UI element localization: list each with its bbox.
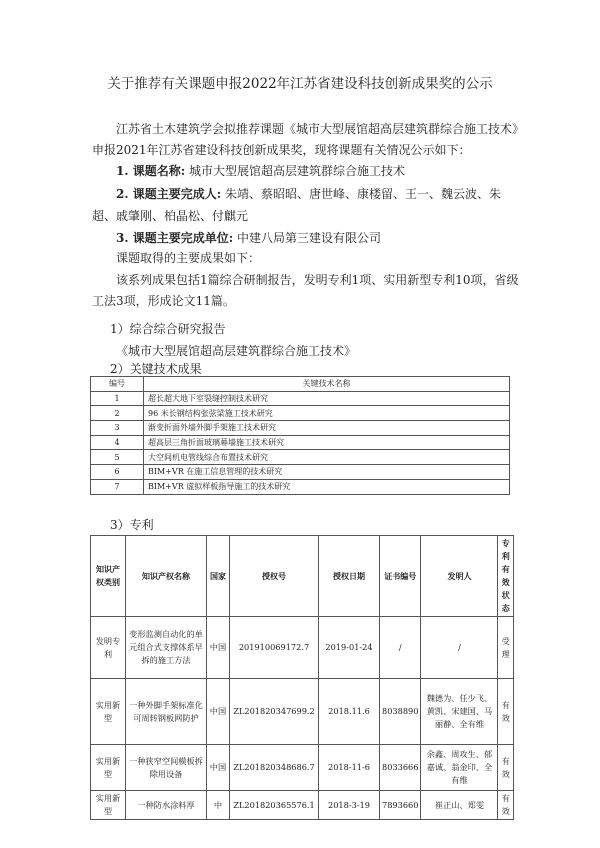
table-row <box>91 745 514 791</box>
table-cell: BIM+VR 在施工信息管理的技术研究 <box>144 465 510 480</box>
table-cell: 有效 <box>498 745 514 791</box>
table-cell: 一种外脚手架标准化可周转钢板网防护 <box>126 679 207 745</box>
table-cell: 余鑫、周攻生、郁嘉诚、翁金印、全有维 <box>421 745 498 791</box>
table-row <box>91 479 510 494</box>
table-cell: 3 <box>91 421 144 436</box>
table-header-cell: 关键技术名称 <box>144 377 510 392</box>
item-main-people-cont: 超、戚肇刚、柏晶松、付麒元 <box>92 209 249 223</box>
table-cell: 实用新型 <box>91 745 126 791</box>
table-cell: 一种防水涂料厚 <box>126 791 207 820</box>
section-key-tech-heading: 2）关键技术成果 <box>110 362 202 376</box>
item-main-unit <box>116 229 381 246</box>
table-cell: 有效 <box>498 791 514 820</box>
table-header-cell: 知识产权名称 <box>126 536 207 617</box>
item-topic-name <box>116 162 405 179</box>
page-title: 关于推荐有关课题申报2022年江苏省建设科技创新成果奖的公示 <box>107 76 493 92</box>
table-row <box>91 617 514 679</box>
table-header-cell: 授权日期 <box>319 536 380 617</box>
table-cell: 201910069172.7 <box>230 617 319 679</box>
item-topic-name-value: 城市大型展馆超高层建筑群综合施工技术 <box>188 164 405 178</box>
table-cell: ZL201820365576.1 <box>230 791 319 820</box>
table-cell: 96 米长钢结构张弦梁施工技术研究 <box>144 406 510 421</box>
intro-paragraph-cont: 申报2021年江苏省建设科技创新成果奖，现将课题有关情况公示如下： <box>92 143 471 157</box>
key-tech-table <box>90 376 510 495</box>
table-cell: 2 <box>91 406 144 421</box>
table-cell: 4 <box>91 435 144 450</box>
results-summary: 该系列成果包括1篇综合研制报告，发明专利1项、实用新型专利10项，省级 <box>116 273 519 287</box>
item-main-unit-label: 3. 课题主要完成单位: <box>116 231 234 245</box>
table-cell: 发明专利 <box>91 617 126 679</box>
table-cell: 渐变折面外墙外脚手架施工技术研究 <box>144 421 510 436</box>
table-cell: 超高层三角折面玻璃幕墙施工技术研究 <box>144 435 510 450</box>
table-row <box>91 391 510 406</box>
table-cell: 中国 <box>207 745 230 791</box>
section-report-heading: 1）综合综合研究报告 <box>110 322 226 336</box>
table-cell: 7 <box>91 479 144 494</box>
table-cell: 2019-01-24 <box>319 617 380 679</box>
item-main-people-value: 朱靖、蔡昭昭、唐世峰、康楼留、王一、魏云波、朱 <box>224 187 501 201</box>
section-patent-heading: 3）专利 <box>110 518 154 532</box>
table-header-cell: 编号 <box>91 377 144 392</box>
table-row <box>91 406 510 421</box>
table-cell: / <box>380 617 421 679</box>
table-row <box>91 450 510 465</box>
table-cell: 实用新型 <box>91 791 126 820</box>
table-cell: 超长超大地下室裂缝控制技术研究 <box>144 391 510 406</box>
section-report-title: 《城市大型展馆超高层建筑群综合施工技术》 <box>116 344 357 358</box>
table-cell: 2018.11.6 <box>319 679 380 745</box>
table-cell: / <box>421 617 498 679</box>
results-summary-cont: 工法3项，形成论文11篇。 <box>92 294 235 308</box>
table-cell: 中国 <box>207 617 230 679</box>
item-main-people <box>116 185 501 202</box>
patent-table <box>90 535 514 820</box>
table-cell: 大空间机电管线综合布置技术研究 <box>144 450 510 465</box>
table-cell: 8033666 <box>380 745 421 791</box>
table-header-cell: 发明人 <box>421 536 498 617</box>
table-header-cell: 专利有效状态 <box>498 536 514 617</box>
table-cell: 中国 <box>207 679 230 745</box>
table-header-cell: 授权号 <box>230 536 319 617</box>
table-cell: 1 <box>91 391 144 406</box>
table-header-row <box>91 536 514 617</box>
item-main-unit-value: 中建八局第三建设有限公司 <box>236 231 381 245</box>
table-row <box>91 435 510 450</box>
intro-paragraph: 江苏省土木建筑学会拟推荐课题《城市大型展馆超高层建筑群综合施工技术》 <box>116 122 525 136</box>
table-row <box>91 791 514 820</box>
table-cell: 崔正山、郑雯 <box>421 791 498 820</box>
results-intro: 课题取得的主要成果如下： <box>116 251 261 265</box>
table-cell: 7893660 <box>380 791 421 820</box>
table-header-cell: 证书编号 <box>380 536 421 617</box>
table-header-row <box>91 377 510 392</box>
table-cell: 2018-3-19 <box>319 791 380 820</box>
table-cell: 2018-11-6 <box>319 745 380 791</box>
table-cell: 8038890 <box>380 679 421 745</box>
table-cell: 实用新型 <box>91 679 126 745</box>
item-topic-name-label: 1. 课题名称: <box>116 164 186 178</box>
item-main-people-label: 2. 课题主要完成人: <box>116 187 222 201</box>
table-row <box>91 421 510 436</box>
table-header-cell: 国家 <box>207 536 230 617</box>
table-cell: ZL201820348686.7 <box>230 745 319 791</box>
table-row <box>91 679 514 745</box>
table-cell: 变形监测自动化的单元组合式支撑体系早拆的施工方法 <box>126 617 207 679</box>
table-cell: ZL201820347699.2 <box>230 679 319 745</box>
table-cell: 魏德为、任少飞、黄凯、宋建国、马丽静、全有维 <box>421 679 498 745</box>
table-cell: 5 <box>91 450 144 465</box>
table-cell: 6 <box>91 465 144 480</box>
table-cell: 中 <box>207 791 230 820</box>
table-row <box>91 465 510 480</box>
table-cell: 有效 <box>498 679 514 745</box>
table-cell: 一种狭窄空间模板拆除用设备 <box>126 745 207 791</box>
table-header-cell: 知识产权类别 <box>91 536 126 617</box>
table-cell: 受理 <box>498 617 514 679</box>
table-cell: BIM+VR 虚拟样板指导施工的技术研究 <box>144 479 510 494</box>
